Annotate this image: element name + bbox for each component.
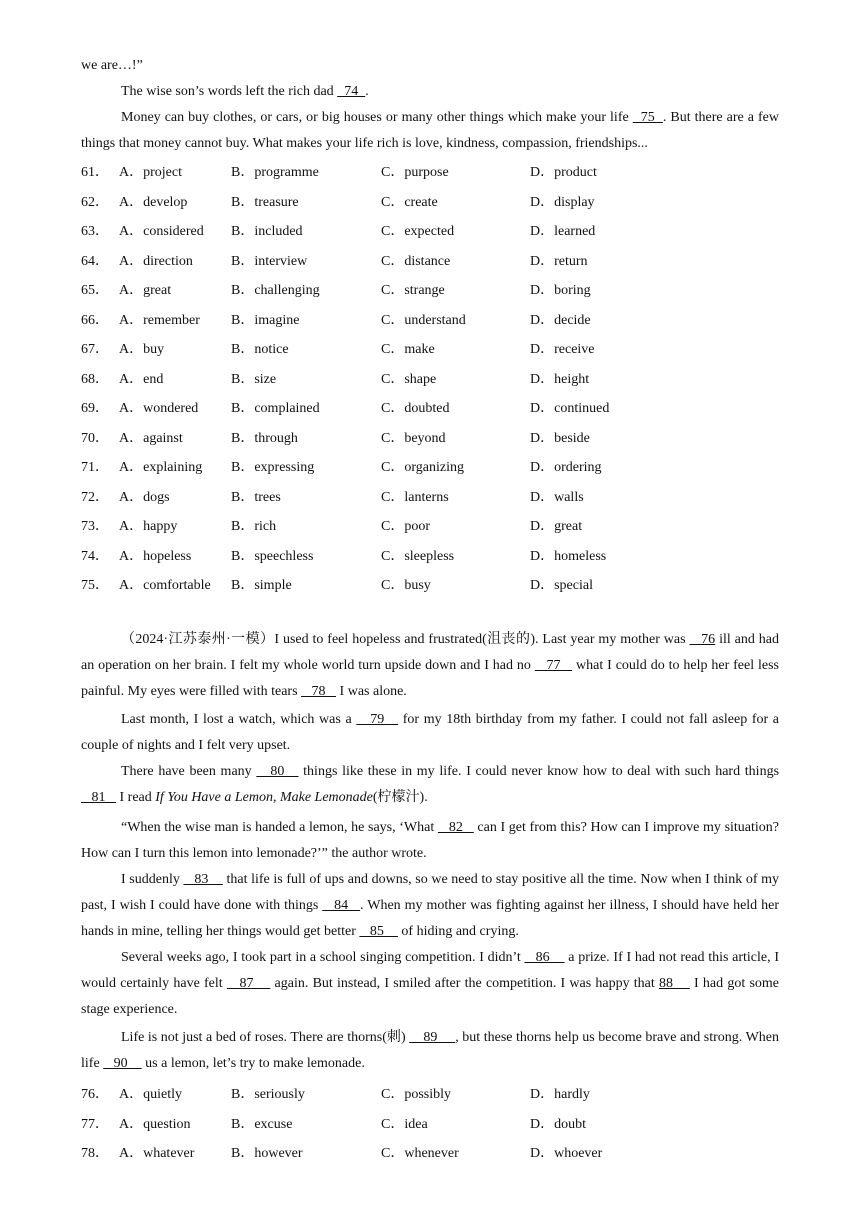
option-d: D．ordering <box>530 460 602 475</box>
option-c: C．whenever <box>381 1146 459 1161</box>
passage2-paragraph-7 <box>81 1025 779 1077</box>
blank-86: 86 <box>524 950 565 965</box>
option-a: A．quietly <box>119 1087 182 1102</box>
option-b: B．trees <box>231 489 281 505</box>
option-a: A．project <box>119 165 182 180</box>
option-b: B．expressing <box>231 460 315 475</box>
option-a: A．direction <box>119 253 193 269</box>
option-c: C．purpose <box>381 165 449 180</box>
option-c: C．distance <box>381 253 451 269</box>
option-d: D．homeless <box>530 548 607 564</box>
passage1-line0 <box>81 53 779 79</box>
blank-77: 77 <box>534 658 573 673</box>
option-d: D．special <box>530 578 593 593</box>
question-number: 67． <box>81 342 109 357</box>
question-row <box>81 276 781 306</box>
text-span: Money can buy clothes, or cars, or big houses or many other things which make your life <box>121 110 633 125</box>
blank-85: 85 <box>359 924 398 939</box>
text-span: I had got some stage experience. <box>81 976 779 1017</box>
option-c: C．possibly <box>381 1087 452 1102</box>
option-a: A．against <box>119 430 183 446</box>
option-b: B．simple <box>231 578 292 593</box>
option-d: D．product <box>530 165 597 180</box>
text-span: Several weeks ago, I took part in a school singing competition. I didn’t <box>121 950 525 965</box>
text-span: . But there are a few things that money cannot buy. What makes your life rich is love, kindness, compassion, friendships... <box>81 110 780 151</box>
question-number: 68． <box>81 371 109 387</box>
text-span: There have been many <box>121 764 257 779</box>
question-row <box>81 483 781 513</box>
passage2-paragraph-3 <box>81 759 779 811</box>
question-row <box>81 306 781 336</box>
question-row <box>81 453 781 483</box>
text-span: for my 18th birthday from my father. I could not fall asleep for a couple of nights and I felt very upset. <box>81 712 780 753</box>
question-row <box>81 158 781 188</box>
text-span: . When my mother was fighting against her illness, I should have held her hands in mine, telling her things would get better <box>81 898 780 939</box>
question-number: 69． <box>81 401 109 416</box>
option-d: D．walls <box>530 489 584 505</box>
text-span: we are…!” <box>81 58 143 73</box>
text-span: what I could do to help her feel less painful. My eyes were filled with tears <box>81 658 779 699</box>
blank-84: 84 <box>322 898 361 913</box>
text-span: us a lemon, let’s try to make lemonade. <box>141 1056 365 1071</box>
question-number: 78． <box>81 1146 109 1161</box>
text-span: . <box>365 84 369 99</box>
blank-82: 82 <box>437 820 474 835</box>
question-row <box>81 424 781 454</box>
option-c: C．make <box>381 342 435 357</box>
question-row <box>81 217 781 247</box>
question-row <box>81 365 781 395</box>
text-span: (柠檬汁). <box>372 790 428 805</box>
option-c: C．lanterns <box>381 489 449 505</box>
option-b: B．included <box>231 224 303 239</box>
blank-83: 83 <box>183 872 223 887</box>
option-a: A．whatever <box>119 1146 195 1161</box>
text-span: again. But instead, I smiled after the competition. I was happy that <box>270 976 659 991</box>
option-c: C．strange <box>381 283 445 298</box>
option-d: D．display <box>530 194 595 210</box>
blank-88: 88 <box>659 976 690 991</box>
option-b: B．treasure <box>231 194 299 210</box>
option-c: C．beyond <box>381 430 446 446</box>
text-span: can I get from this? How can I improve my situation? How can I turn this lemon into lemonade?’” the author wrote. <box>81 820 780 861</box>
question-number: 65． <box>81 283 109 298</box>
option-a: A．comfortable <box>119 578 211 593</box>
option-b: B．size <box>231 371 277 387</box>
option-c: C．understand <box>381 312 466 328</box>
option-c: C．organizing <box>381 460 464 475</box>
text-span: that life is full of ups and downs, so we need to stay positive all the time. Now when I think of my past, I wish I could have done with things <box>81 872 779 913</box>
option-d: D．decide <box>530 312 591 328</box>
option-c: C．shape <box>381 371 437 387</box>
passage1-paragraph-1 <box>81 79 779 105</box>
question-row <box>81 188 781 218</box>
option-d: D．learned <box>530 224 596 239</box>
passage2-paragraph-4 <box>81 815 779 867</box>
option-c: C．idea <box>381 1116 428 1132</box>
option-a: A．wondered <box>119 401 199 416</box>
text-span: a prize. If I had not read this article, I would certainly have felt <box>81 950 779 991</box>
blank-79: 79 <box>356 712 399 727</box>
option-d: D．height <box>530 371 590 387</box>
option-c: C．create <box>381 194 438 210</box>
question-list-76-78 <box>81 1080 781 1169</box>
option-a: A．great <box>119 283 172 298</box>
passage2-paragraph-1 <box>81 627 779 705</box>
option-d: D．continued <box>530 401 610 416</box>
text-span: Last month, I lost a watch, which was a <box>121 712 357 727</box>
blank-74: 74 <box>337 84 366 99</box>
question-row <box>81 335 781 365</box>
question-row <box>81 512 781 542</box>
question-number: 74． <box>81 548 109 564</box>
question-number: 72． <box>81 489 109 505</box>
option-a: A．happy <box>119 519 178 534</box>
question-row <box>81 1139 781 1169</box>
question-row <box>81 394 781 424</box>
passage1-paragraph-2 <box>81 105 779 157</box>
option-a: A．question <box>119 1116 191 1132</box>
text-span: The wise son’s words left the rich dad <box>121 84 338 99</box>
option-c: C．busy <box>381 578 431 593</box>
option-a: A．buy <box>119 342 165 357</box>
passage2-paragraph-2 <box>81 707 779 759</box>
text-span: I read <box>116 790 156 805</box>
option-c: C．poor <box>381 519 430 534</box>
blank-89: 89 <box>409 1030 456 1045</box>
option-a: A．dogs <box>119 489 170 505</box>
option-b: B．speechless <box>231 548 314 564</box>
text-span: Life is not just a bed of roses. There are thorns(刺) <box>121 1030 410 1045</box>
question-number: 73． <box>81 519 109 534</box>
question-number: 61． <box>81 165 109 180</box>
question-number: 77． <box>81 1116 109 1132</box>
option-d: D．hardly <box>530 1087 590 1102</box>
text-span: （2024·江苏泰州·一模）I used to feel hopeless and frustrated(沮丧的). Last year my mother was <box>121 632 690 647</box>
option-a: A．considered <box>119 224 204 239</box>
blank-80: 80 <box>256 764 299 779</box>
question-number: 66． <box>81 312 109 328</box>
question-row <box>81 571 781 601</box>
question-number: 75． <box>81 578 109 593</box>
option-b: B．programme <box>231 165 319 180</box>
option-b: B．imagine <box>231 312 300 328</box>
text-span: ill and had an operation on her brain. I felt my whole world turn upside down and I had no <box>81 632 779 673</box>
option-b: B．challenging <box>231 283 320 298</box>
option-b: B．rich <box>231 519 277 534</box>
option-c: C．sleepless <box>381 548 455 564</box>
option-b: B．excuse <box>231 1116 293 1132</box>
blank-90: 90 <box>103 1056 142 1071</box>
text-span: I suddenly <box>121 872 184 887</box>
text-span: of hiding and crying. <box>397 924 519 939</box>
question-number: 64． <box>81 253 109 269</box>
option-d: D．great <box>530 519 583 534</box>
book-title: If You Have a Lemon, Make Lemonade <box>155 790 373 805</box>
text-span: I was alone. <box>336 684 407 699</box>
question-row <box>81 542 781 572</box>
blank-78: 78 <box>301 684 337 699</box>
question-number: 70． <box>81 430 109 446</box>
option-d: D．beside <box>530 430 590 446</box>
option-b: B．through <box>231 430 298 446</box>
question-number: 63． <box>81 224 109 239</box>
option-d: D．whoever <box>530 1146 603 1161</box>
question-number: 76． <box>81 1087 109 1102</box>
blank-76: 76 <box>689 632 716 647</box>
text-span: things like these in my life. I could never know how to deal with such hard things <box>298 764 780 779</box>
option-d: D．boring <box>530 283 591 298</box>
blank-75: 75 <box>632 110 663 125</box>
question-number: 71． <box>81 460 109 475</box>
question-row <box>81 247 781 277</box>
option-c: C．doubted <box>381 401 450 416</box>
option-b: B．however <box>231 1146 303 1161</box>
option-a: A．end <box>119 371 164 387</box>
question-row <box>81 1080 781 1110</box>
option-b: B．complained <box>231 401 320 416</box>
text-span: , but these thorns help us become brave and strong. When life <box>81 1030 780 1071</box>
option-a: A．remember <box>119 312 200 328</box>
option-d: D．receive <box>530 342 595 357</box>
blank-87: 87 <box>226 976 271 991</box>
question-list-61-75 <box>81 158 781 601</box>
option-d: D．return <box>530 253 588 269</box>
passage2-paragraph-6 <box>81 945 779 1023</box>
passage2-paragraph-5 <box>81 867 779 945</box>
option-a: A．develop <box>119 194 188 210</box>
question-row <box>81 1110 781 1140</box>
option-b: B．interview <box>231 253 308 269</box>
option-d: D．doubt <box>530 1116 586 1132</box>
option-a: A．explaining <box>119 460 203 475</box>
blank-81: 81 <box>81 790 116 805</box>
text-span: “When the wise man is handed a lemon, he says, ‘What <box>121 820 438 835</box>
option-b: B．seriously <box>231 1087 305 1102</box>
option-a: A．hopeless <box>119 548 192 564</box>
option-c: C．expected <box>381 224 455 239</box>
option-b: B．notice <box>231 342 289 357</box>
question-number: 62． <box>81 194 109 210</box>
